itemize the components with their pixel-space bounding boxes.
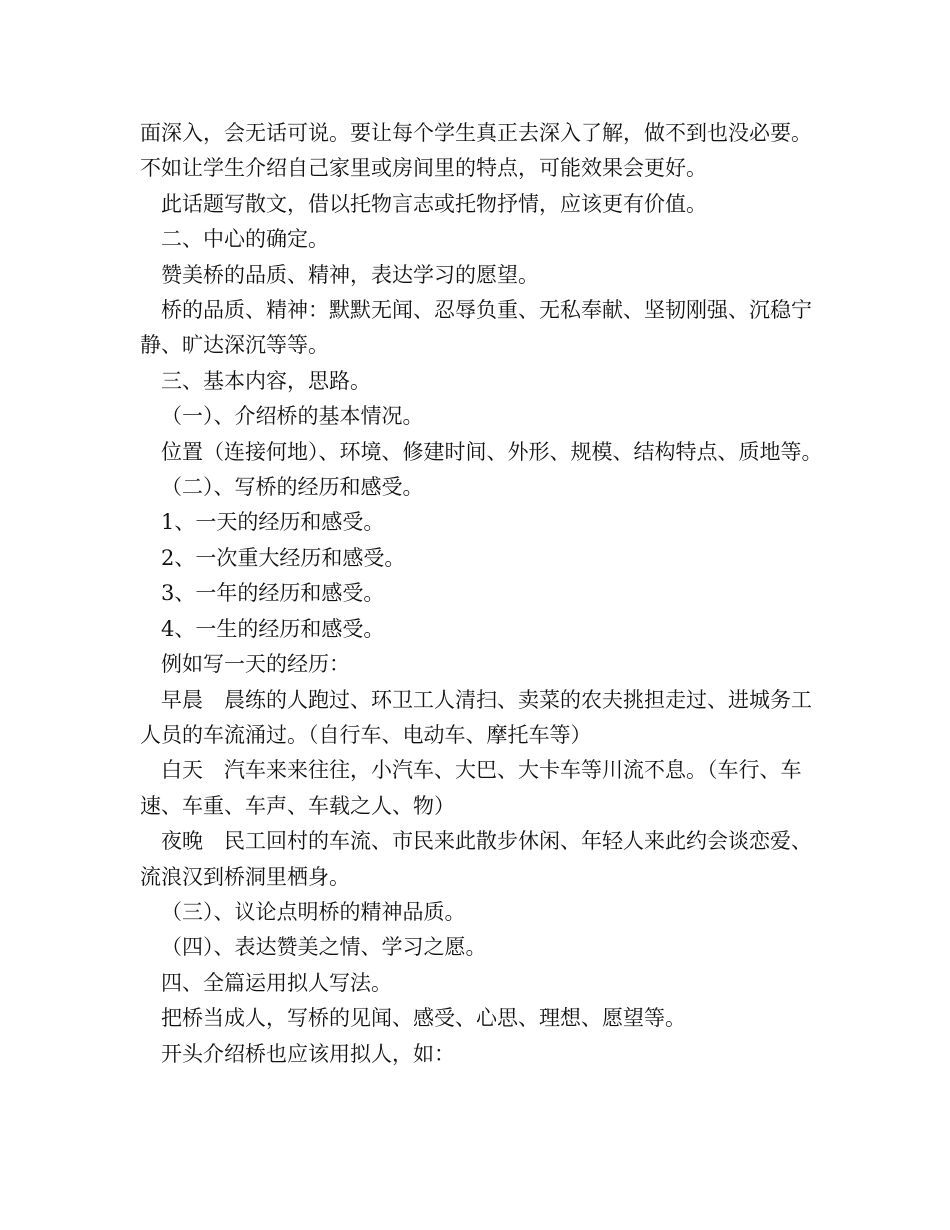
paragraph: （三）、议论点明桥的精神品质。 — [161, 899, 466, 924]
paragraph: （四）、表达赞美之情、学习之愿。 — [161, 935, 487, 960]
paragraph: 三、基本内容，思路。 — [161, 368, 371, 393]
paragraph: 此话题写散文，借以托物言志或托物抒情，应该更有价值。 — [161, 191, 707, 216]
paragraph: 位置（连接何地）、环境、修建时间、外形、规模、结构特点、质地等。 — [161, 439, 823, 464]
paragraph: 1、一天的经历和感受。 — [161, 510, 385, 535]
paragraph: 3、一年的经历和感受。 — [161, 581, 385, 606]
paragraph: （一）、介绍桥的基本情况。 — [161, 404, 424, 429]
paragraph: 赞美桥的品质、精神，表达学习的愿望。 — [161, 262, 539, 287]
paragraph: 白天 汽车来来往往，小汽车、大巴、大卡车等川流不息。（车行、车速、车重、车声、车载之人、物） — [140, 758, 802, 818]
paragraph: 4、一生的经历和感受。 — [161, 616, 385, 641]
paragraph: 开头介绍桥也应该用拟人，如： — [161, 1041, 455, 1066]
paragraph: 夜晚 民工回村的车流、市民来此散步休闲、年轻人来此约会谈恋爱、流浪汉到桥洞里栖身。 — [140, 829, 812, 889]
paragraph: 把桥当成人，写桥的见闻、感受、心思、理想、愿望等。 — [161, 1006, 686, 1031]
paragraph: 早晨 晨练的人跑过、环卫工人清扫、卖菜的农夫挑担走过、进城务工人员的车流涌过。（自行车、电动车、摩托车等） — [140, 687, 812, 747]
paragraph: （二）、写桥的经历和感受。 — [161, 475, 424, 500]
paragraph: 例如写一天的经历： — [161, 652, 350, 677]
paragraph: 二、中心的确定。 — [161, 227, 329, 252]
paragraph: 桥的品质、精神：默默无闻、忍辱负重、无私奉献、坚韧刚强、沉稳宁静、旷达深沉等等。 — [140, 298, 812, 358]
paragraph: 面深入，会无话可说。要让每个学生真正去深入了解，做不到也没必要。不如让学生介绍自己家里或房间里的特点，可能效果会更好。 — [140, 121, 812, 181]
paragraph: 四、全篇运用拟人写法。 — [161, 970, 392, 995]
paragraph: 2、一次重大经历和感受。 — [161, 545, 406, 570]
document-body — [140, 116, 830, 1072]
